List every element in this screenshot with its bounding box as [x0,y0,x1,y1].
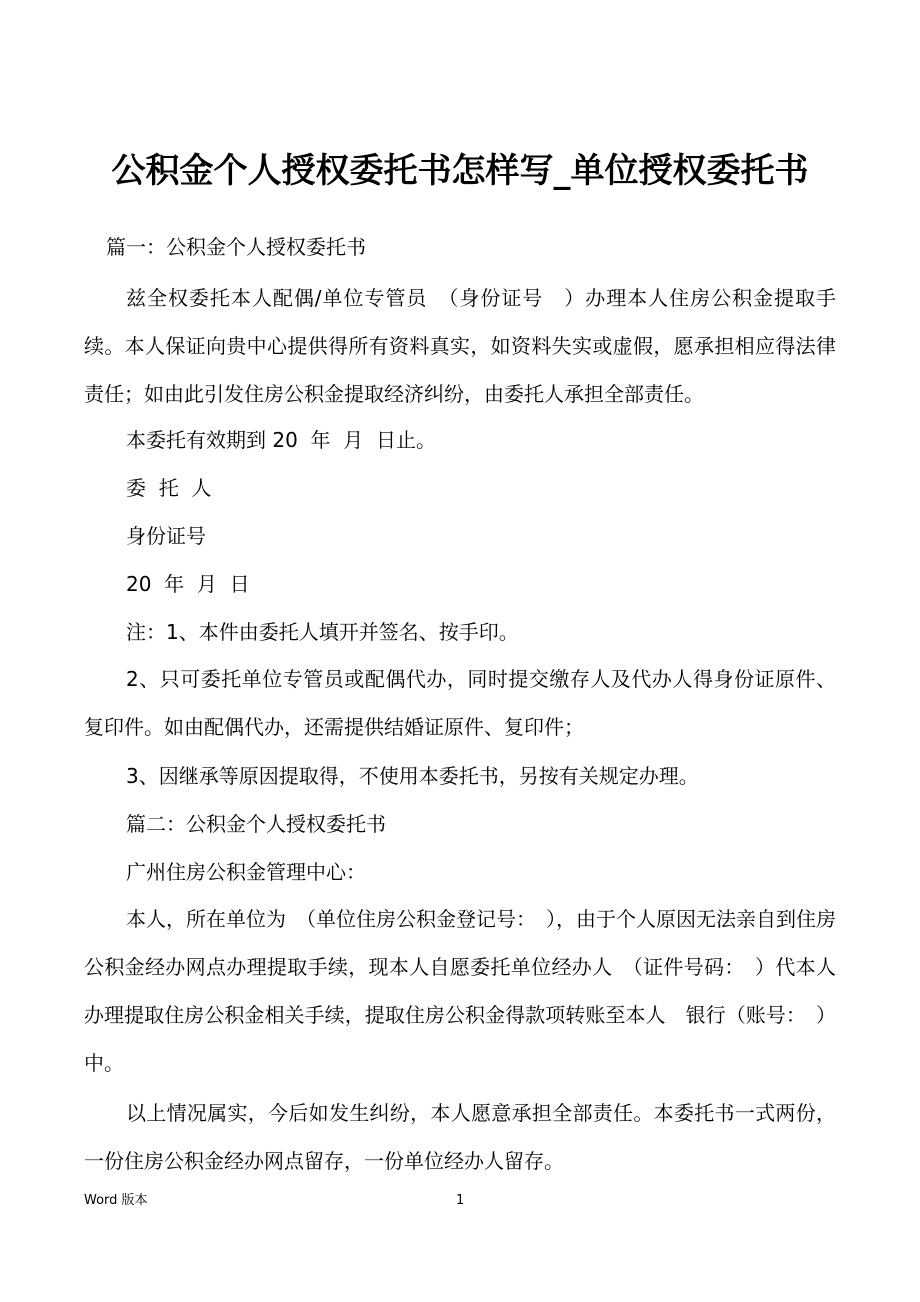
paragraph-authorization: 兹全权委托本人配偶/单位专管员 （身份证号 ）办理本人住房公积金提取手续。本人保证向贵中心提供得所有资料真实，如资料失实或虚假，愿承担相应得法律责任；如由此引发住房公积金提取经济纠纷，由委托人承担全部责任。 [84,286,836,406]
note-1: 注：1、本件由委托人填开并签名、按手印。 [126,620,519,644]
document-title: 公积金个人授权委托书怎样写_单位授权委托书 [111,151,809,191]
paragraph-liability: 以上情况属实，今后如发生纠纷，本人愿意承担全部责任。本委托书一式两份，一份住房公积金经办网点留存，一份单位经办人留存。 [84,1101,836,1173]
footer-version-label: Word 版本 [84,1193,148,1208]
addressee-line: 广州住房公积金管理中心： [126,860,366,884]
date-line: 20 年 月 日 [126,572,250,596]
id-number-label: 身份证号 [126,524,206,548]
section2-heading: 篇二：公积金个人授权委托书 [126,812,386,836]
principal-label: 委 托 人 [126,476,212,500]
section1-heading: 篇一：公积金个人授权委托书 [106,235,366,259]
footer-page-number: 1 [456,1193,465,1208]
validity-line: 本委托有效期到 20 年 月 日止。 [126,428,436,452]
note-2: 2、只可委托单位专管员或配偶代办，同时提交缴存人及代办人得身份证原件、复印件。如由配偶代办，还需提供结婚证原件、复印件； [84,667,836,739]
paragraph-entrustment: 本人，所在单位为 （单位住房公积金登记号： ），由于个人原因无法亲自到住房公积金经办网点办理提取手续，现本人自愿委托单位经办人 （证件号码： ）代本人办理提取住房公积金相关手续，提取住房公积金得款项转账至本人 银行（账号： ）中。 [84,907,836,1075]
note-3: 3、因继承等原因提取得，不使用本委托书，另按有关规定办理。 [126,764,699,788]
